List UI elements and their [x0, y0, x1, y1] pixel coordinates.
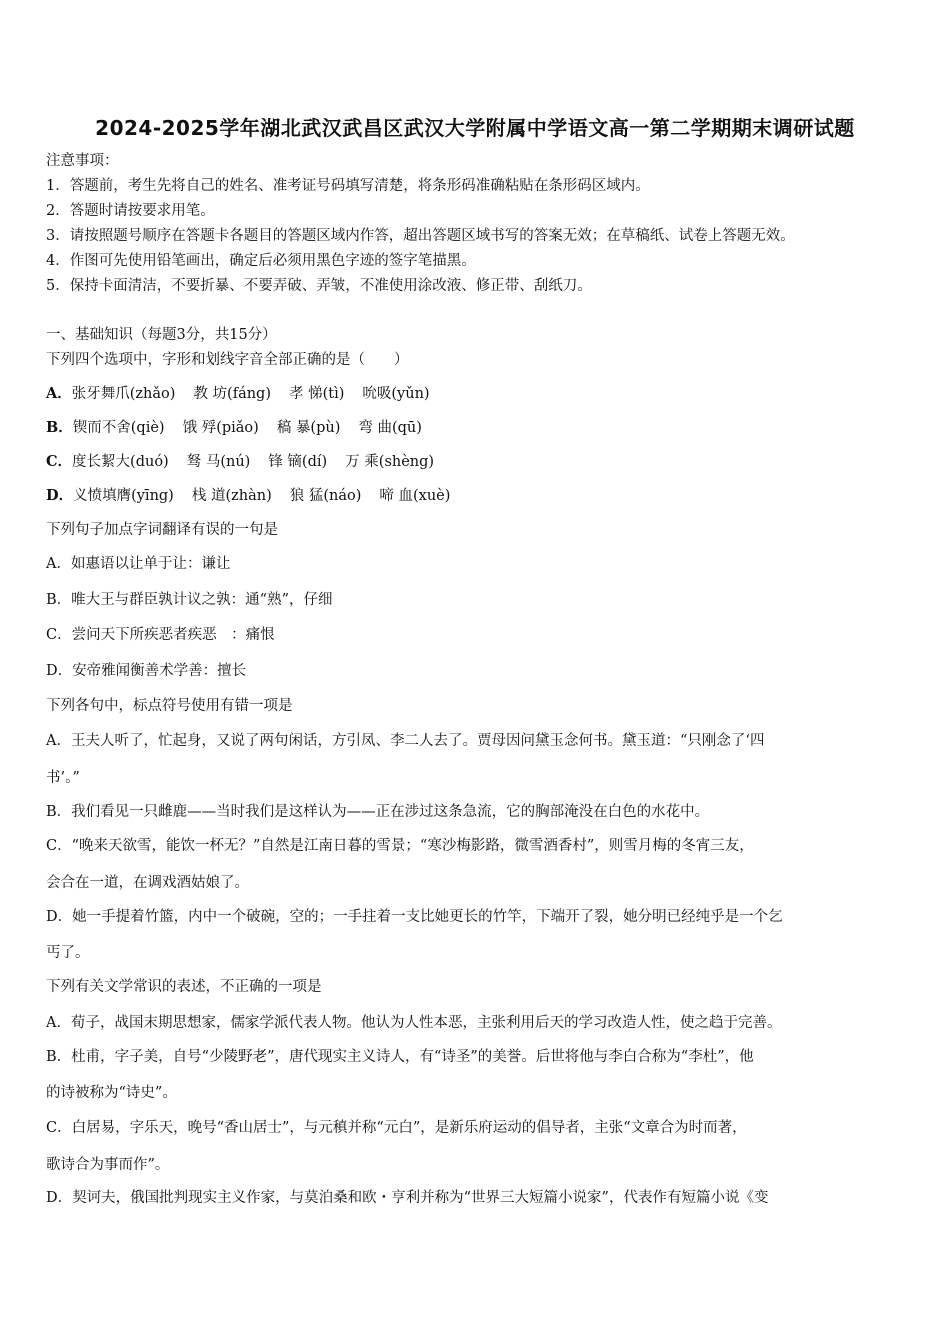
option-word: 万 乘(shèng) — [345, 454, 435, 470]
option-word: 度长絜大(duó) — [72, 454, 169, 470]
question-4-option-c-line2: 歌诗合为事而作”。 — [46, 1157, 170, 1173]
option-word: 吮吸(yǔn) — [362, 386, 430, 402]
option-word: 弯 曲(qū) — [358, 420, 422, 436]
question-3-option-a-line1: A．王夫人听了，忙起身，又说了两句闲话，方引凤、李二人去了。贾母因问黛玉念何书。黛玉道：“只刚念了‘四 — [46, 733, 765, 749]
notice-item-4: 4．作图可先使用铅笔画出，确定后必须用黑色字迹的签字笔描黑。 — [46, 253, 476, 269]
question-2-option-d: D．安帝雅闻衡善术学善：擅长 — [46, 663, 247, 679]
question-2-option-c: C．尝问天下所疾恶者疾恶 ：痛恨 — [46, 627, 275, 643]
question-3-option-a-line2: 书’。” — [46, 770, 80, 786]
question-4-option-b-line2: 的诗被称为“诗史”。 — [46, 1085, 177, 1101]
option-label: A． — [46, 385, 72, 402]
question-1-option-c — [46, 452, 434, 472]
question-3-option-d-line2: 丐了。 — [46, 945, 90, 961]
question-1-option-a — [46, 384, 430, 404]
option-word: 义愤填膺(yīng) — [73, 488, 174, 504]
notice-heading: 注意事项： — [46, 153, 119, 169]
option-label: D． — [46, 487, 74, 504]
option-word: 锲而不舍(qiè) — [72, 420, 165, 436]
option-word: 驽 马(nú) — [186, 454, 251, 470]
option-label: C． — [46, 453, 73, 470]
question-1-stem: 下列四个选项中，字形和划线字音全部正确的是（ ） — [46, 352, 409, 368]
option-word: 张牙舞爪(zhǎo) — [71, 386, 176, 402]
question-4-option-b-line1: B．杜甫，字子美，自号“少陵野老”，唐代现实主义诗人，有“诗圣”的美誉。后世将他与李白合称为“李杜”，他 — [46, 1049, 754, 1065]
option-word: 稿 暴(pù) — [276, 420, 341, 436]
page-title: 2024-2025学年湖北武汉武昌区武汉大学附属中学语文高一第二学期期末调研试题 — [95, 116, 855, 140]
question-4-option-c-line1: C．白居易，字乐天，晚号“香山居士”，与元稹并称“元白”，是新乐府运动的倡导者，主张“文章合为时而著， — [46, 1120, 747, 1136]
notice-item-3: 3．请按照题号顺序在答题卡各题目的答题区域内作答，超出答题区域书写的答案无效；在草稿纸、试卷上答题无效。 — [46, 228, 795, 244]
question-3-option-b: B．我们看见一只雌鹿——当时我们是这样认为——正在涉过这条急流，它的胸部淹没在白色的水花中。 — [46, 804, 710, 820]
option-word: 狼 猛(náo) — [289, 488, 362, 504]
question-2-option-b: B．唯大王与群臣孰计议之孰：通“熟”，仔细 — [46, 592, 333, 608]
option-word: 教 坊(fáng) — [193, 386, 271, 402]
question-4-stem: 下列有关文学常识的表述，不正确的一项是 — [46, 979, 322, 995]
question-1-option-b — [46, 418, 422, 438]
question-2-stem: 下列句子加点字词翻译有误的一句是 — [46, 522, 278, 538]
notice-item-2: 2．答题时请按要求用笔。 — [46, 203, 215, 219]
question-4-option-a: A．荀子，战国末期思想家，儒家学派代表人物。他认为人性本恶，主张利用后天的学习改造人性，使之趋于完善。 — [46, 1015, 782, 1031]
question-3-option-c-line2: 会合在一道，在调戏酒姑娘了。 — [46, 875, 249, 891]
option-word: 啼 血(xuè) — [379, 488, 451, 504]
notice-item-1: 1．答题前，考生先将自己的姓名、准考证号码填写清楚，将条形码准确粘贴在条形码区域内。 — [46, 178, 650, 194]
notice-item-5: 5．保持卡面清洁，不要折暴、不要弄破、弄皱，不准使用涂改液、修正带、刮纸刀。 — [46, 278, 592, 294]
option-word: 栈 道(zhàn) — [191, 488, 272, 504]
option-label: B． — [46, 419, 73, 436]
option-word: 饿 殍(piǎo) — [182, 420, 259, 436]
question-2-option-a: A．如惠语以让单于让：谦让 — [46, 556, 231, 572]
question-3-option-d-line1: D．她一手提着竹篮，内中一个破碗，空的；一手拄着一支比她更长的竹竿，下端开了裂，她分明已经纯乎是一个乞 — [46, 909, 783, 925]
question-1-option-d — [46, 486, 450, 506]
question-3-option-c-line1: C．“晚来天欲雪，能饮一杯无？”自然是江南日暮的雪景；“寒沙梅影路，微雪酒香村”，则雪月梅的冬宵三友， — [46, 838, 754, 854]
question-3-stem: 下列各句中，标点符号使用有错一项是 — [46, 698, 293, 714]
question-4-option-d-line1: D．契诃夫，俄国批判现实主义作家，与莫泊桑和欧・亨利并称为“世界三大短篇小说家”，代表作有短篇小说《变 — [46, 1190, 769, 1206]
option-word: 锋 镝(dí) — [268, 454, 328, 470]
section-heading: 一、基础知识（每题3分，共15分） — [46, 327, 277, 343]
option-word: 孝 悌(tì) — [289, 386, 345, 402]
